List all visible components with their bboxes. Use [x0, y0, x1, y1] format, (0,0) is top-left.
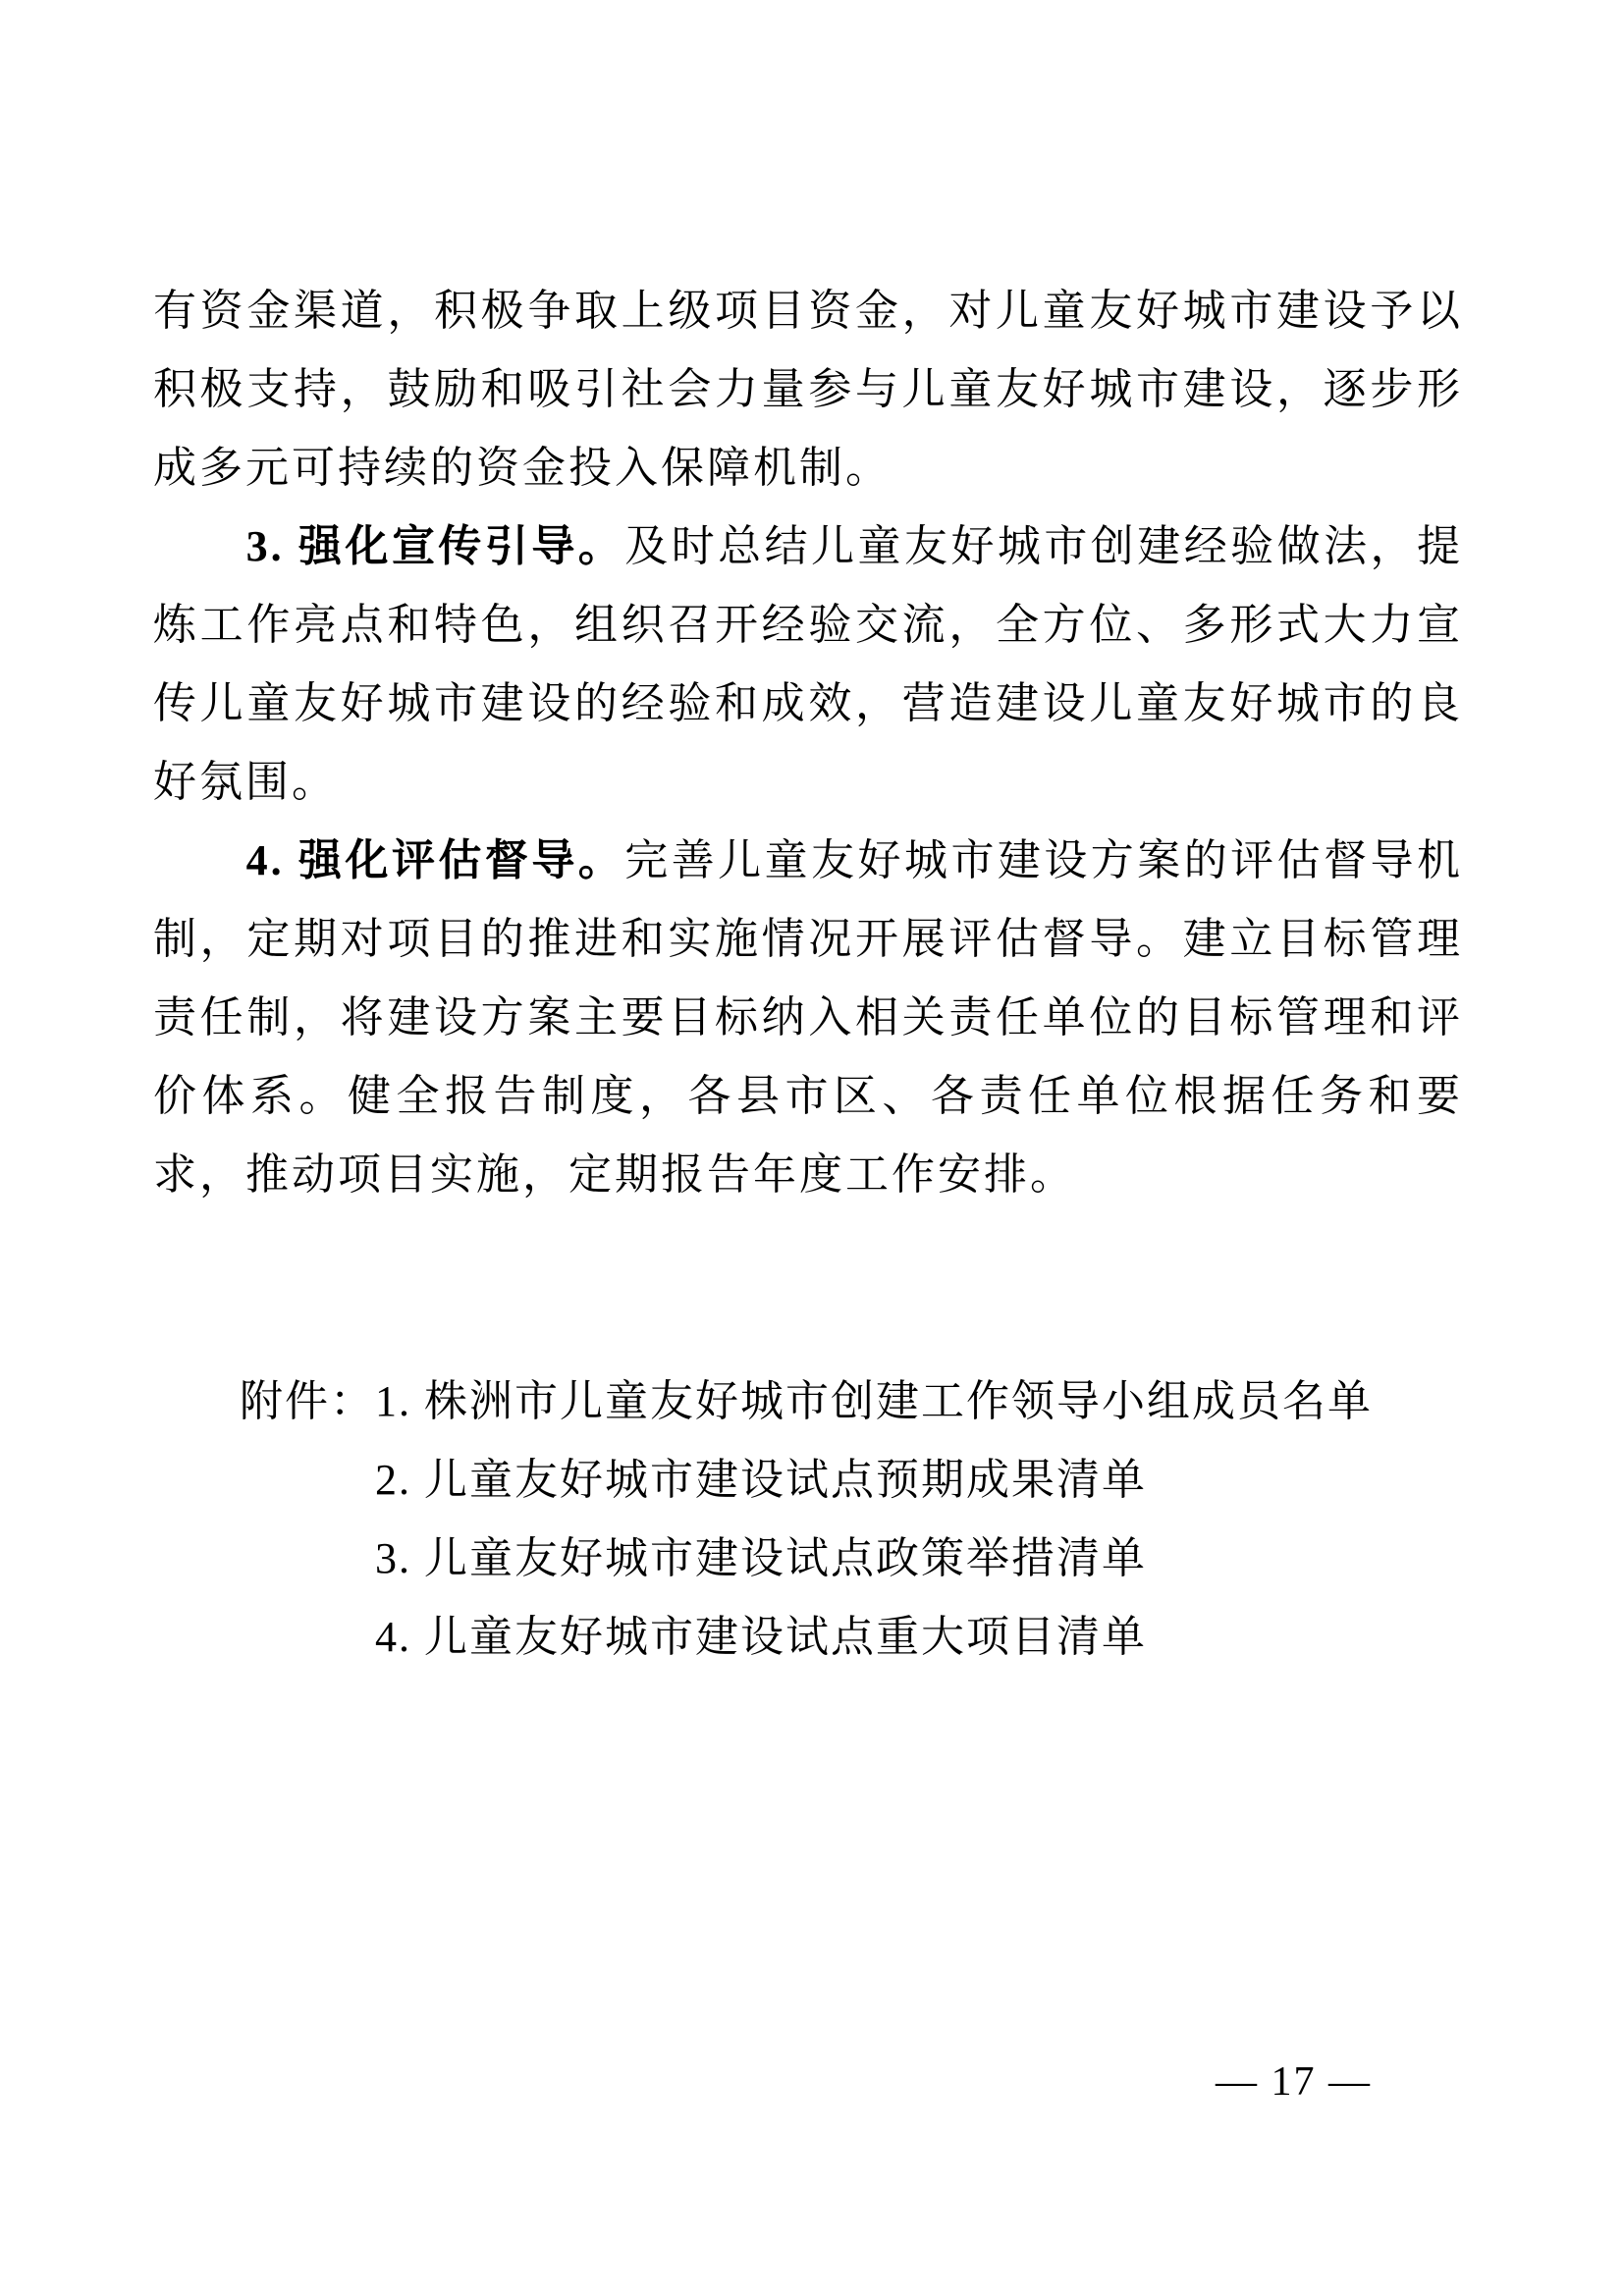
page-number: — 17 — — [1216, 2059, 1372, 2105]
paragraph-continuation — [153, 272, 1463, 507]
paragraph-3-lead: 3. 强化宣传引导。 — [245, 522, 625, 570]
paragraph-3-body: 及时总结儿童友好城市创建经验做法，提炼工作亮点和特色，组织召开经验交流，全方位、多形式大力宣传儿童友好城市建设的经验和成效，营造建设儿童友好城市的良好氛围。 — [153, 522, 1464, 806]
attachment-item-3: 3. 儿童友好城市建设试点政策举措清单 — [375, 1534, 1147, 1582]
body-text — [153, 272, 1463, 1214]
attachment-item-4: 4. 儿童友好城市建设试点重大项目清单 — [375, 1613, 1147, 1661]
attachments-list — [375, 1362, 1373, 1677]
paragraph-4-lead: 4. 强化评估督导。 — [245, 836, 625, 884]
paragraph-continuation-body: 有资金渠道，积极争取上级项目资金，对儿童友好城市建设予以积极支持，鼓励和吸引社会力量参与儿童友好城市建设，逐步形成多元可持续的资金投入保障机制。 — [153, 287, 1463, 492]
paragraph-3 — [153, 507, 1463, 822]
attachment-item-1: 1. 株洲市儿童友好城市创建工作领导小组成员名单 — [375, 1377, 1373, 1425]
attachment-item-2: 2. 儿童友好城市建设试点预期成果清单 — [375, 1456, 1147, 1504]
paragraph-4 — [153, 822, 1463, 1214]
attachments-block — [240, 1362, 1373, 1677]
attachments-label: 附件： — [240, 1377, 375, 1425]
paragraph-4-body: 完善儿童友好城市建设方案的评估督导机制，定期对项目的推进和实施情况开展评估督导。建立目标管理责任制，将建设方案主要目标纳入相关责任单位的目标管理和评价体系。健全报告制度，各县市区、各责任单位根据任务和要求，推动项目实施，定期报告年度工作安排。 — [153, 836, 1464, 1199]
